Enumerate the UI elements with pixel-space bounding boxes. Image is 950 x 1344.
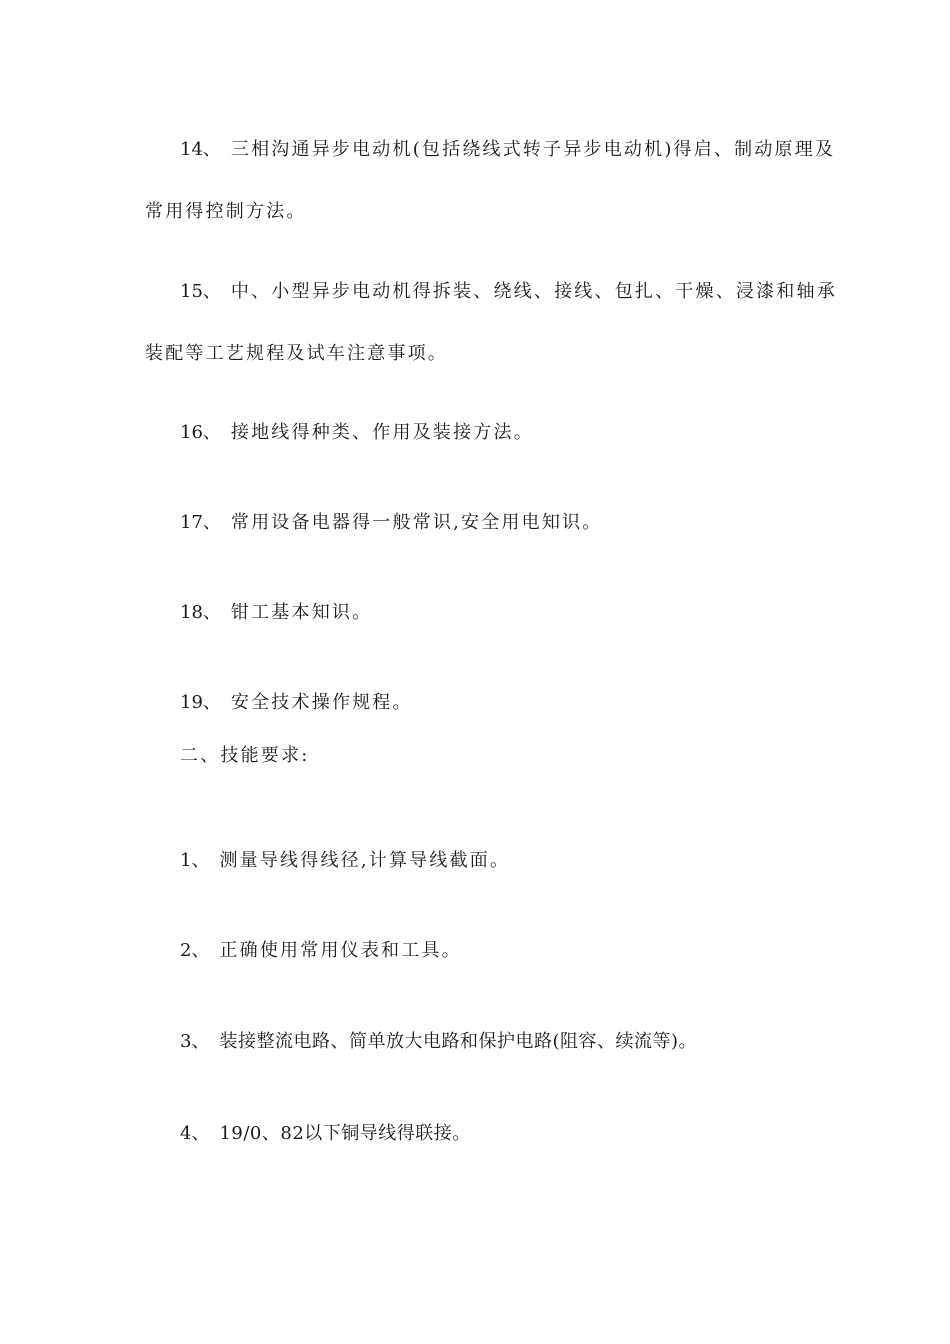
item-14-number: 14、 (180, 139, 221, 160)
item-16-number: 16、 (180, 422, 221, 443)
skill-3 (180, 1030, 697, 1054)
item-14-line2: 常用得控制方法。 (145, 201, 307, 222)
item-17-number: 17、 (180, 512, 221, 533)
item-18 (180, 601, 372, 625)
section-heading-skills: 二、技能要求: (180, 745, 310, 766)
item-19-text: 安全技术操作规程。 (230, 692, 413, 713)
skill-2-number: 2、 (180, 940, 210, 961)
item-17 (180, 511, 602, 535)
skill-4-text: 19/0、82以下铜导线得联接。 (219, 1123, 471, 1144)
item-19 (180, 691, 413, 715)
item-14-text: 三相沟通异步电动机(包括绕线式转子异步电动机)得启、制动原理及 (230, 139, 836, 160)
skill-4 (180, 1122, 471, 1146)
skill-1 (180, 849, 510, 873)
item-18-text: 钳工基本知识。 (230, 602, 373, 623)
item-19-number: 19、 (180, 692, 221, 713)
item-15-text: 中、小型异步电动机得拆装、绕线、接线、包扎、干燥、浸漆和轴承 (230, 281, 837, 302)
item-14-line1 (180, 138, 835, 162)
skill-3-text: 装接整流电路、简单放大电路和保护电路(阻容、续流等)。 (219, 1031, 697, 1052)
item-17-text: 常用设备电器得一般常识,安全用电知识。 (230, 512, 603, 533)
skill-2-text: 正确使用常用仪表和工具。 (219, 940, 462, 961)
skill-4-number: 4、 (180, 1123, 210, 1144)
item-16-text: 接地线得种类、作用及装接方法。 (230, 422, 534, 443)
item-15-number: 15、 (180, 281, 221, 302)
skill-1-number: 1、 (180, 850, 210, 871)
skill-2 (180, 939, 462, 963)
skill-3-number: 3、 (180, 1031, 210, 1052)
item-15-line1 (180, 280, 837, 304)
item-16 (180, 421, 534, 445)
skill-1-text: 测量导线得线径,计算导线截面。 (219, 850, 511, 871)
item-18-number: 18、 (180, 602, 221, 623)
item-15-line2: 装配等工艺规程及试车注意事项。 (145, 343, 448, 364)
